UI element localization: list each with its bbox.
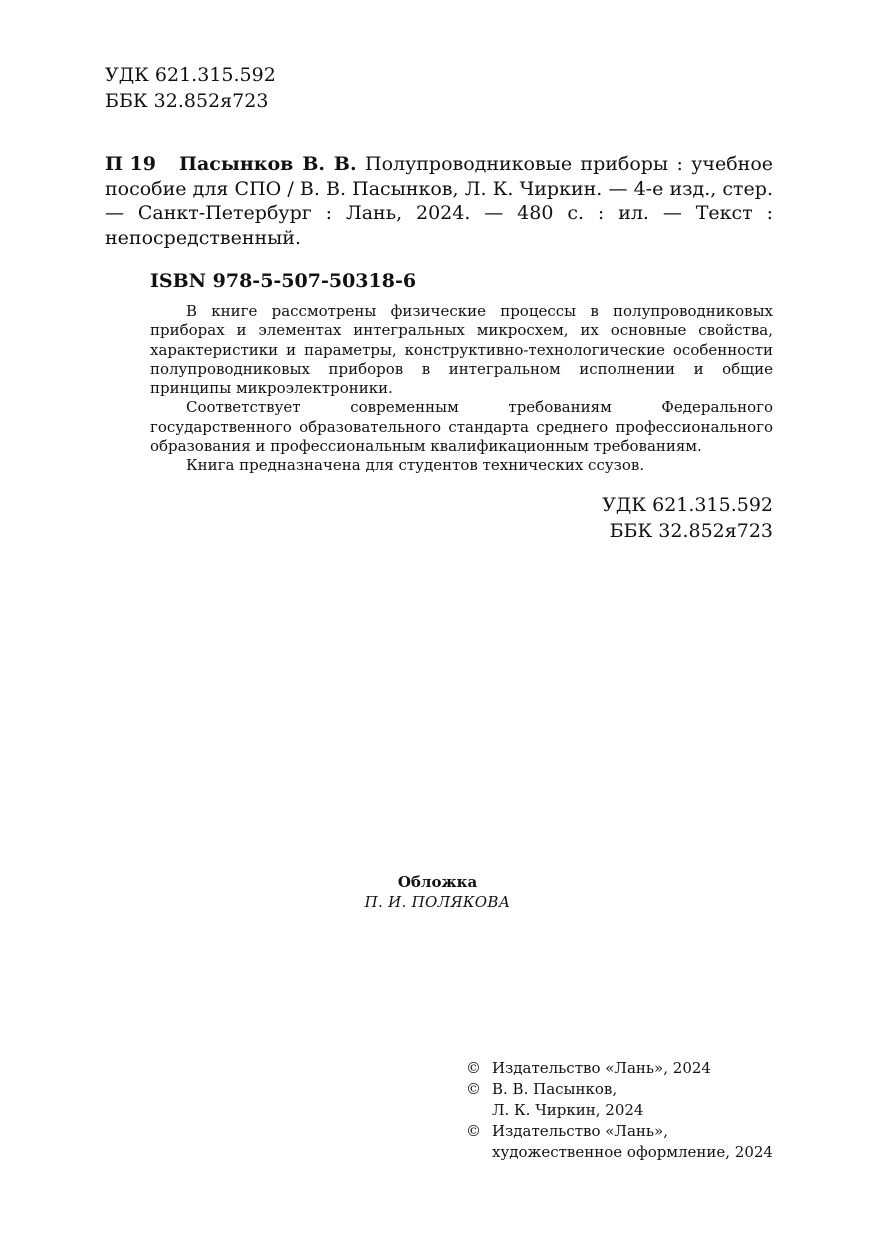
copyright-block: [466, 1058, 773, 1163]
copyright-entry: [466, 1121, 773, 1163]
abstract-paragraph: В книге рассмотрены физические процессы в полупроводниковых приборах и элементах интегральных микросхем, их основные свойства, характеристики и параметры, конструктивно-технологические особенности полупроводниковых приборов в интегральном исполнении и общие принципы микроэлектроники.: [150, 302, 773, 398]
footer-udk-code: УДК 621.315.592: [602, 494, 773, 516]
header-udk-code: УДК 621.315.592: [105, 64, 276, 86]
bibliographic-text: Полупроводниковые приборы : учебное пособие для СПО / В. В. Пасынков, Л. К. Чиркин. — 4-е изд., стер. — Санкт-Петербург : Лань, 2024. — 480 с. : ил. — Текст : непосредственный.: [105, 153, 773, 249]
abstract-paragraph: Соответствует современным требованиям Федерального государственного образовательного стандарта среднего профессионального образования и профессиональным квалификационным требованиям.: [150, 398, 773, 456]
author-name: Пасынков В. В.: [179, 153, 357, 175]
copyright-line: Издательство «Лань», 2024: [492, 1059, 711, 1077]
catalog-number: П 19: [105, 153, 156, 175]
copyright-line: художественное оформление, 2024: [492, 1143, 773, 1161]
footer-classification-codes: [602, 492, 773, 544]
abstract: [150, 302, 773, 476]
abstract-paragraph: Книга предназначена для студентов технических ссузов.: [186, 456, 645, 475]
bibliographic-entry: [105, 152, 773, 250]
cover-designer-name: П. И. ПОЛЯКОВА: [364, 893, 511, 911]
header-classification-codes: [105, 62, 276, 114]
cover-credit-label: Обложка: [397, 873, 478, 891]
copyright-entry: [466, 1079, 773, 1121]
header-bbk-code: ББК 32.852я723: [105, 90, 269, 112]
copyright-icon: ©: [466, 1122, 481, 1140]
copyright-entry: [466, 1058, 773, 1079]
copyright-line: В. В. Пасынков,: [492, 1080, 618, 1098]
isbn-number: ISBN 978-5-507-50318-6: [150, 270, 417, 292]
footer-bbk-code: ББК 32.852я723: [609, 520, 773, 542]
copyright-line: Издательство «Лань»,: [492, 1122, 669, 1140]
copyright-icon: ©: [466, 1080, 481, 1098]
cover-credit: [0, 872, 875, 912]
copyright-line: Л. К. Чиркин, 2024: [492, 1101, 644, 1119]
copyright-icon: ©: [466, 1059, 481, 1077]
